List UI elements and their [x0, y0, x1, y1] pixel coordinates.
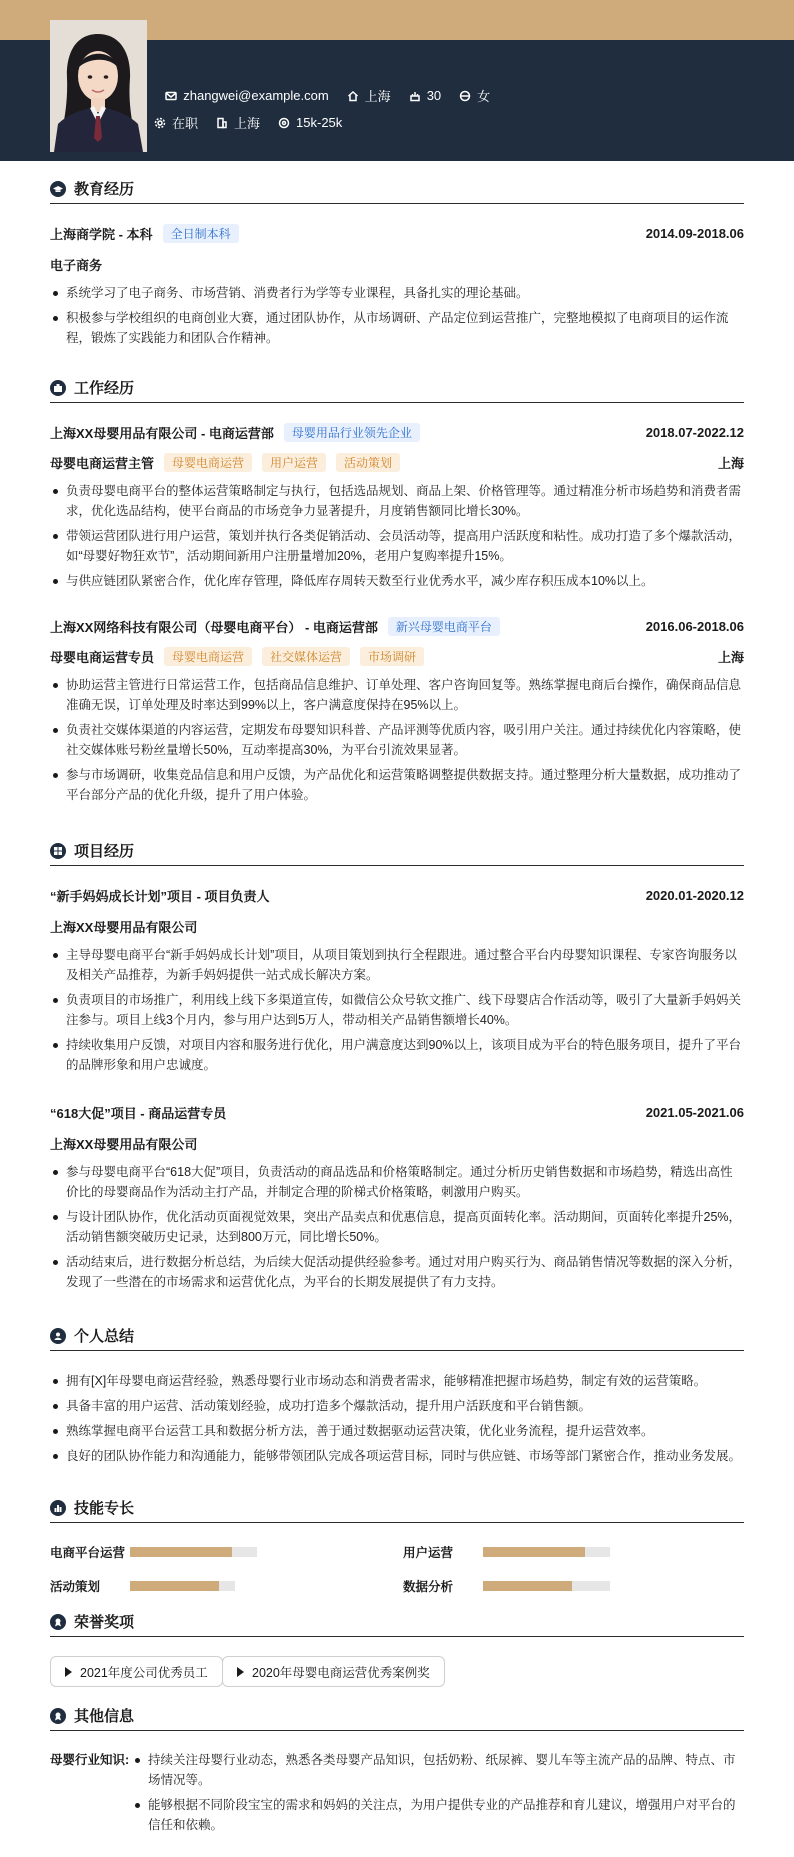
status-gear-icon [154, 117, 166, 129]
profile-row-job [154, 113, 342, 132]
education-school: 上海商学院 - 本科 [50, 227, 153, 242]
section-skills-label: 技能专长 [74, 1500, 135, 1517]
project-1-bullets [50, 945, 744, 1080]
award-item [222, 1656, 445, 1687]
work-date: 2016.06-2018.06 [645, 619, 744, 634]
graduation-cap-icon [50, 181, 66, 197]
section-education-title [50, 178, 744, 204]
project-name: “新手妈妈成长计划”项目 - 项目负责人 [50, 889, 270, 904]
section-awards-title [50, 1611, 744, 1637]
skill-level-bar [130, 1581, 235, 1591]
work-1-bullets [50, 481, 744, 596]
project-company: 上海XX母婴用品有限公司 [50, 920, 198, 935]
award-icon [50, 1614, 66, 1630]
skill-item [403, 1577, 610, 1595]
other-info-bullets [132, 1750, 744, 1840]
section-work-label: 工作经历 [74, 380, 135, 397]
project-2-bullets [50, 1162, 744, 1297]
profile-row-contact [140, 86, 490, 105]
status-item [154, 113, 198, 132]
project-bullet: 与设计团队协作，优化活动页面视觉效果，突出产品卖点和优惠信息，提高页面转化率。活动期间，页面转化率提升25%，活动销售额突破历史记录，达到800万元，同比增长50%。 [50, 1207, 744, 1247]
work-1-role-row [50, 453, 744, 472]
skill-level-bar [130, 1547, 257, 1557]
skill-item [403, 1543, 610, 1561]
salary-item [278, 115, 342, 130]
section-education-label: 教育经历 [74, 181, 135, 198]
work-company-tag: 新兴母婴电商平台 [388, 617, 500, 636]
section-summary-label: 个人总结 [74, 1328, 135, 1345]
cake-icon [409, 90, 421, 102]
work-bullet: 负责社交媒体渠道的内容运营，定期发布母婴知识科普、产品评测等优质内容，吸引用户关注。通过持续优化内容策略，使社交媒体账号粉丝量增长50%，互动率提高30%，为平台引流效果显著。 [50, 720, 744, 760]
summary-bullets [50, 1371, 744, 1471]
status-text: 在职 [172, 116, 199, 131]
email-item[interactable] [165, 88, 328, 103]
skill-name: 数据分析 [403, 1580, 454, 1594]
info-icon [50, 1708, 66, 1724]
work-bullet: 与供应链团队紧密合作，优化库存管理，降低库存周转天数至行业优秀水平，减少库存积压成本10%以上。 [50, 571, 744, 591]
work-1-header-row [50, 423, 744, 442]
gender-text: 女 [477, 89, 491, 104]
education-type-tag: 全日制本科 [163, 224, 239, 243]
education-date: 2014.09-2018.06 [645, 226, 744, 241]
location-item [347, 86, 391, 105]
project-date: 2020.01-2020.12 [645, 888, 744, 903]
salary-icon [278, 117, 290, 129]
skill-name: 用户运营 [403, 1546, 454, 1560]
mail-icon [165, 90, 177, 102]
skill-level-fill [130, 1581, 219, 1591]
gender-item [459, 86, 490, 105]
skill-item [50, 1543, 257, 1561]
work-company: 上海XX网络科技有限公司（母婴电商平台） - 电商运营部 [50, 620, 378, 635]
home-icon [347, 90, 359, 102]
user-icon [50, 1328, 66, 1344]
education-header-row [50, 224, 744, 243]
education-bullet: 系统学习了电子商务、市场营销、消费者行为学等专业课程，具备扎实的理论基础。 [50, 283, 744, 303]
bar-chart-icon [50, 1500, 66, 1516]
summary-bullet: 拥有[X]年母婴电商运营经验，熟悉母婴行业市场动态和消费者需求，能够精准把握市场趋势，制定有效的运营策略。 [50, 1371, 744, 1391]
project-bullet: 负责项目的市场推广，利用线上线下多渠道宣传，如微信公众号软文推广、线下母婴店合作活动等，吸引了大量新手妈妈关注参与。项目上线3个月内，参与用户达到5万人，带动相关产品销售额增长40%。 [50, 990, 744, 1030]
project-date: 2021.05-2021.06 [645, 1105, 744, 1120]
email-text: zhangwei@example.com [183, 88, 329, 103]
play-triangle-icon [65, 1667, 72, 1677]
work-2-role-row [50, 647, 744, 666]
project-name: “618大促”项目 - 商品运营专员 [50, 1106, 227, 1121]
section-projects-label: 项目经历 [74, 843, 135, 860]
salary-text: 15k-25k [296, 115, 343, 130]
section-work-title [50, 377, 744, 403]
skill-level-fill [483, 1547, 585, 1557]
work-skill-tag: 社交媒体运营 [262, 647, 350, 666]
skill-name: 活动策划 [50, 1580, 101, 1594]
other-info-label: 母婴行业知识: [50, 1753, 130, 1767]
section-projects-title [50, 840, 744, 866]
skill-level-fill [130, 1547, 232, 1557]
location-text: 上海 [364, 89, 391, 104]
avatar-portrait [50, 20, 147, 152]
work-bullet: 协助运营主管进行日常运营工作，包括商品信息维护、订单处理、客户咨询回复等。熟练掌握电商后台操作，确保商品信息准确无误，订单处理及时率达到99%以上，客户满意度保持在95%以上。 [50, 675, 744, 715]
briefcase-icon [50, 380, 66, 396]
section-skills-title [50, 1497, 744, 1523]
section-other-title [50, 1705, 744, 1731]
work-bullet: 参与市场调研，收集竞品信息和用户反馈，为产品优化和运营策略调整提供数据支持。通过整理分析大量数据，成功推动了平台部分产品的优化升级，提升了用户体验。 [50, 765, 744, 805]
work-title: 母婴电商运营主管 [50, 456, 155, 471]
other-info-bullet: 持续关注母婴行业动态，熟悉各类母婴产品知识，包括奶粉、纸尿裤、婴儿车等主流产品的品牌、特点、市场情况等。 [132, 1750, 744, 1790]
project-1-header-row [50, 886, 744, 905]
project-bullet: 参与母婴电商平台“618大促”项目，负责活动的商品选品和价格策略制定。通过分析历史销售数据和市场趋势，精选出高性价比的母婴商品作为活动主打产品，并制定合理的阶梯式价格策略，刺激用户购买。 [50, 1162, 744, 1202]
education-bullets [50, 283, 744, 353]
skill-level-fill [483, 1581, 572, 1591]
work-company-tag: 母婴用品行业领先企业 [284, 423, 420, 442]
skill-item [50, 1577, 235, 1595]
project-bullet: 持续收集用户反馈，对项目内容和服务进行优化，用户满意度达到90%以上，该项目成为平台的特色服务项目，提升了平台的品牌形象和用户忠诚度。 [50, 1035, 744, 1075]
award-text: 2020年母婴电商运营优秀案例奖 [252, 1665, 430, 1680]
age-text: 30 [426, 88, 442, 103]
profile-photo [50, 20, 147, 152]
work-title: 母婴电商运营专员 [50, 650, 155, 665]
section-summary-title [50, 1325, 744, 1351]
other-info-bullet: 能够根据不同阶段宝宝的需求和妈妈的关注点，为用户提供专业的产品推荐和育儿建议，增强用户对平台的信任和依赖。 [132, 1795, 744, 1835]
city-item [216, 113, 260, 132]
play-triangle-icon [237, 1667, 244, 1677]
age-item [409, 88, 441, 103]
work-date: 2018.07-2022.12 [645, 425, 744, 440]
project-company: 上海XX母婴用品有限公司 [50, 1137, 198, 1152]
work-skill-tag: 用户运营 [262, 453, 326, 472]
project-2-header-row [50, 1103, 744, 1122]
project-bullet: 活动结束后，进行数据分析总结，为后续大促活动提供经验参考。通过对用户购买行为、商品销售情况等数据的深入分析，发现了一些潜在的市场需求和运营优化点，为平台的长期发展提供了有力支持。 [50, 1252, 744, 1292]
summary-bullet: 具备丰富的用户运营、活动策划经验，成功打造多个爆款活动，提升用户活跃度和平台销售额。 [50, 1396, 744, 1416]
education-major: 电子商务 [50, 258, 103, 273]
work-skill-tag: 活动策划 [336, 453, 400, 472]
work-location: 上海 [717, 456, 744, 471]
gender-icon [459, 90, 471, 102]
work-bullet: 带领运营团队进行用户运营，策划并执行各类促销活动、会员活动等，提高用户活跃度和粘性。成功打造了多个爆款活动，如“母婴好物狂欢节”，活动期间新用户注册量增加20%，老用户复购率提升15%。 [50, 526, 744, 566]
grid-icon [50, 843, 66, 859]
work-location: 上海 [717, 650, 744, 665]
skill-name: 电商平台运营 [50, 1546, 126, 1560]
education-bullet: 积极参与学校组织的电商创业大赛，通过团队协作，从市场调研、产品定位到运营推广，完整地模拟了电商项目的运作流程，锻炼了实践能力和团队合作精神。 [50, 308, 744, 348]
work-skill-tag: 市场调研 [360, 647, 424, 666]
summary-bullet: 熟练掌握电商平台运营工具和数据分析方法，善于通过数据驱动运营决策，优化业务流程，提升运营效率。 [50, 1421, 744, 1441]
work-skill-tag: 母婴电商运营 [164, 453, 252, 472]
award-item [50, 1656, 223, 1687]
building-icon [216, 117, 228, 129]
work-company: 上海XX母婴用品有限公司 - 电商运营部 [50, 426, 274, 441]
section-awards-label: 荣誉奖项 [74, 1614, 135, 1631]
work-2-header-row [50, 617, 744, 636]
work-skill-tag: 母婴电商运营 [164, 647, 252, 666]
summary-bullet: 良好的团队协作能力和沟通能力，能够带领团队完成各项运营目标，同时与供应链、市场等部门紧密合作，推动业务发展。 [50, 1446, 744, 1466]
award-text: 2021年度公司优秀员工 [80, 1665, 208, 1680]
work-bullet: 负责母婴电商平台的整体运营策略制定与执行，包括选品规划、商品上架、价格管理等。通过精准分析市场趋势和消费者需求，优化选品结构，使平台商品的市场竞争力显著提升，月度销售额同比增长30%。 [50, 481, 744, 521]
project-bullet: 主导母婴电商平台“新手妈妈成长计划”项目，从项目策划到执行全程跟进。通过整合平台内母婴知识课程、专家咨询服务以及相关产品推荐，为新手妈妈提供一站式成长解决方案。 [50, 945, 744, 985]
work-2-bullets [50, 675, 744, 810]
city-text: 上海 [234, 116, 261, 131]
section-other-label: 其他信息 [74, 1708, 135, 1725]
skill-level-bar [483, 1547, 610, 1557]
skill-level-bar [483, 1581, 610, 1591]
